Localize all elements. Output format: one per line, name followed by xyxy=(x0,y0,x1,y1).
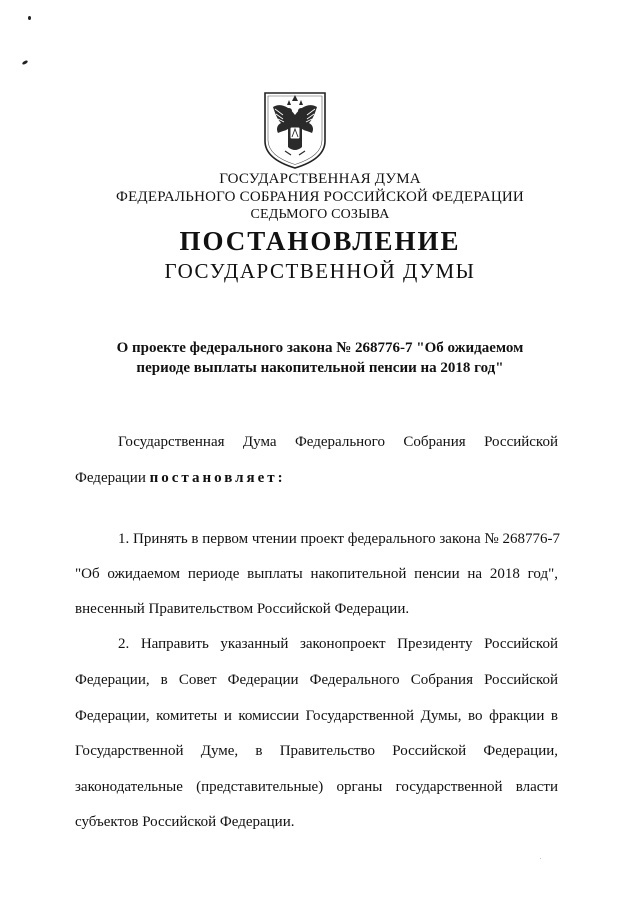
item-2-line-6: субъектов Российской Федерации. xyxy=(75,814,295,830)
item-1-line-3: внесенный Правительством Российской Федерации. xyxy=(75,601,410,617)
scan-speck xyxy=(28,16,31,20)
org-name-line-1: ГОСУДАРСТВЕННАЯ ДУМА xyxy=(219,171,421,187)
org-name-line-2: ФЕДЕРАЛЬНОГО СОБРАНИЯ РОССИЙСКОЙ ФЕДЕРАЦИИ xyxy=(116,189,524,205)
resolution-verb: постановляет: xyxy=(149,470,286,486)
scan-speck xyxy=(540,858,541,859)
item-2-line-1: 2. Направить указанный законопроект Президенту Российской xyxy=(118,636,558,652)
preamble-line-2 xyxy=(75,470,286,487)
item-2-line-5: законодательные (представительные) органы государственной власти xyxy=(75,779,558,795)
item-2-line-3: Федерации, комитеты и комиссии Государственной Думы, во фракции в xyxy=(75,708,558,724)
document-issuer: ГОСУДАРСТВЕННОЙ ДУМЫ xyxy=(164,259,476,283)
item-1-line-1: 1. Принять в первом чтении проект федерального закона № 268776-7 xyxy=(118,531,560,547)
subject-line-2: периоде выплаты накопительной пенсии на 2018 год" xyxy=(136,360,504,376)
convocation-line: СЕДЬМОГО СОЗЫВА xyxy=(250,207,390,222)
preamble-line-1: Государственная Дума Федерального Собрания Российской xyxy=(118,434,558,450)
preamble-line-2-start: Федерации xyxy=(75,470,150,486)
subject-line-1: О проекте федерального закона № 268776-7 "Об ожидаемом xyxy=(116,340,524,356)
item-1-line-2: "Об ожидаемом периоде выплаты накопительной пенсии на 2018 год", xyxy=(75,566,558,582)
item-2-line-2: Федерации, в Совет Федерации Федерального Собрания Российской xyxy=(75,672,558,688)
document-type-title: ПОСТАНОВЛЕНИЕ xyxy=(179,226,461,256)
coat-of-arms-icon xyxy=(261,89,329,171)
scan-speck xyxy=(22,60,29,66)
item-2-line-4: Государственной Думе, в Правительство Российской Федерации, xyxy=(75,743,558,759)
